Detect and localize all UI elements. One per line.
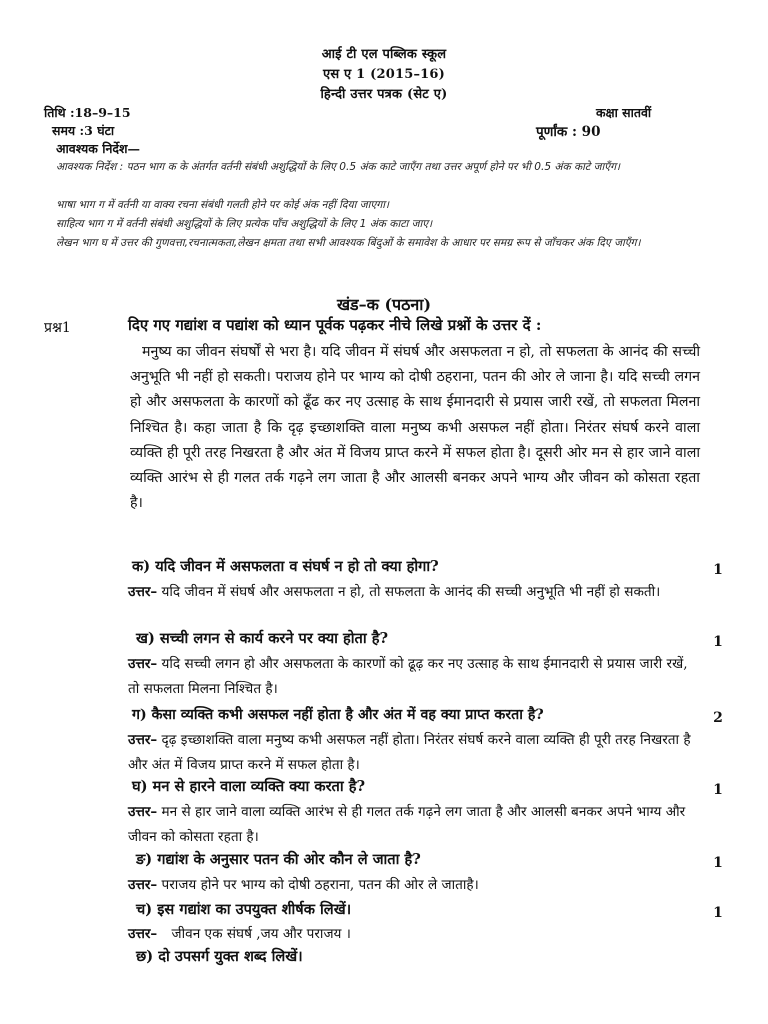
school-name: आई टी एल पब्लिक स्कूल xyxy=(321,47,447,62)
answer-label: उत्तर– xyxy=(128,804,158,820)
answer-text: पराजय होने पर भाग्य को दोषी ठहराना, पतन की ओर ले जाताहै। xyxy=(161,877,479,893)
question-ka: क) यदि जीवन में असफलता व संघर्ष न हो तो क्या होगा? xyxy=(132,558,439,575)
marks-kha: 1 xyxy=(713,634,723,650)
answer-label: उत्तर– xyxy=(128,584,158,600)
question-instruction: दिए गए गद्यांश व पद्यांश को ध्यान पूर्वक पढ़कर नीचे लिखे प्रश्नों के उत्तर दें : xyxy=(128,316,542,334)
instruction-3: साहित्य भाग ग में वर्तनी संबंधी अशुद्धियों के लिए प्रत्येक पाँच अशुद्धियों के लिए 1 अंक काटा जाए। xyxy=(56,218,433,230)
answer-kha xyxy=(128,652,700,701)
class-label: कक्षा सातवीं xyxy=(596,105,652,120)
answer-text: दृढ़ इच्छाशक्ति वाला मनुष्य कभी असफल नहीं होता। निरंतर संघर्ष करने वाला व्यक्ति ही पूरी तरह निखरता है और अंत में विजय प्राप्त करने में सफल होता है। xyxy=(128,732,691,773)
answer-gha xyxy=(128,800,700,849)
answer-ga xyxy=(128,728,700,777)
marks-ka: 1 xyxy=(713,562,723,578)
answer-text: यदि जीवन में संघर्ष और असफलता न हो, तो सफलता के आनंद की सच्ची अनुभूति भी नहीं हो सकती। xyxy=(161,584,661,600)
instruction-2: भाषा भाग ग में वर्तनी या वाक्य रचना संबंधी गलती होने पर कोई अंक नहीं दिया जाएगा। xyxy=(56,199,389,211)
answer-nga xyxy=(128,873,700,898)
answer-text: यदि सच्ची लगन हो और असफलता के कारणों को ढूढ़ कर नए उत्साह के साथ ईमानदारी से प्रयास जारी रखें, तो सफलता मिलना निश्चित है। xyxy=(128,656,688,697)
question-chha: छ) दो उपसर्ग युक्त शब्द लिखें। xyxy=(136,948,303,965)
question-gha: घ) मन से हारने वाला व्यक्ति क्या करता है? xyxy=(132,778,366,795)
section-title: खंड–क (पठना) xyxy=(336,295,432,314)
question-ga: ग) कैसा व्यक्ति कभी असफल नहीं होता है और अंत में वह क्या प्राप्त करता है? xyxy=(132,707,544,723)
answer-text: जीवन एक संघर्ष ,जय और पराजय । xyxy=(171,926,351,942)
instruction-1: आवश्यक निर्देश : पठन भाग क के अंतर्गत वर्तनी संबंधी अशुद्धियों के लिए 0.5 अंक काटे जाएँग तथा उत्तर अपूर्ण होने पर भी 0.5 अंक काटे जाएँग। xyxy=(56,161,621,173)
answer-label: उत्तर– xyxy=(128,877,158,893)
exam-date: तिथि :18–9–15 xyxy=(44,105,131,120)
answer-text: मन से हार जाने वाला व्यक्ति आरंभ से ही गलत तर्क गढ़ने लग जाता है और आलसी बनकर अपने भाग्य और जीवन को कोसता रहता है। xyxy=(128,804,686,845)
reading-passage: मनुष्य का जीवन संघर्षों से भरा है। यदि जीवन में संघर्ष और असफलता न हो, तो सफलता के आनंद की सच्ची अनुभूति भी नहीं हो सकती। पराजय होने पर भाग्य को दोषी ठहराना, पतन की ओर ले जाना है। यदि सच्ची लगन हो और असफलता के कारणों को ढूँढ कर नए उत्साह के साथ ईमानदारी से प्रयास जारी रखें, तो सफलता मिलना निश्चित है। कहा जाता है कि दृढ़ इच्छाशक्ति वाला मनुष्य कभी असफल नहीं होता। निरंतर संघर्ष करने वाला व्यक्ति ही पूरी तरह निखरता है और अंत में विजय प्राप्त करने में सफल होता है। दूसरी ओर मन से हार जाने वाला व्यक्ति आरंभ से ही गलत तर्क गढ़ने लग जाता है और आलसी बनकर अपने भाग्य और जीवन को कोसता रहता है। xyxy=(130,344,700,512)
question-number: प्रश्न1 xyxy=(44,320,71,336)
question-cha: च) इस गद्यांश का उपयुक्त शीर्षक लिखें। xyxy=(136,901,352,918)
question-kha: ख) सच्ची लगन से कार्य करने पर क्या होता है? xyxy=(136,630,389,647)
answer-label: उत्तर– xyxy=(128,732,158,748)
answer-cha xyxy=(128,922,700,947)
answer-label: उत्तर– xyxy=(128,656,158,672)
total-marks: पूर्णांक : 90 xyxy=(536,124,601,140)
instruction-4: लेखन भाग घ में उत्तर की गुणवत्ता,रचनात्मकता,लेखन क्षमता तथा सभी आवश्यक बिंदुओं के समावेश के आधार पर समग्र रूप से जाँचकर अंक दिए जाएँग। xyxy=(56,237,641,249)
question-nga: ङ) गद्यांश के अनुसार पतन की ओर कौन ले जाता है? xyxy=(136,851,421,868)
marks-cha: 1 xyxy=(713,905,723,921)
marks-ga: 2 xyxy=(713,710,723,726)
marks-gha: 1 xyxy=(713,782,723,798)
subject-title: हिन्दी उत्तर पत्रक (सेट ए) xyxy=(320,87,448,102)
exam-title: एस ए 1 (2015–16) xyxy=(322,67,446,82)
marks-nga: 1 xyxy=(713,855,723,871)
instructions-heading: आवश्यक निर्देश— xyxy=(56,141,141,156)
answer-label: उत्तर– xyxy=(128,926,158,942)
time-label: समय :3 घंटा xyxy=(52,123,115,138)
answer-ka xyxy=(128,580,700,605)
